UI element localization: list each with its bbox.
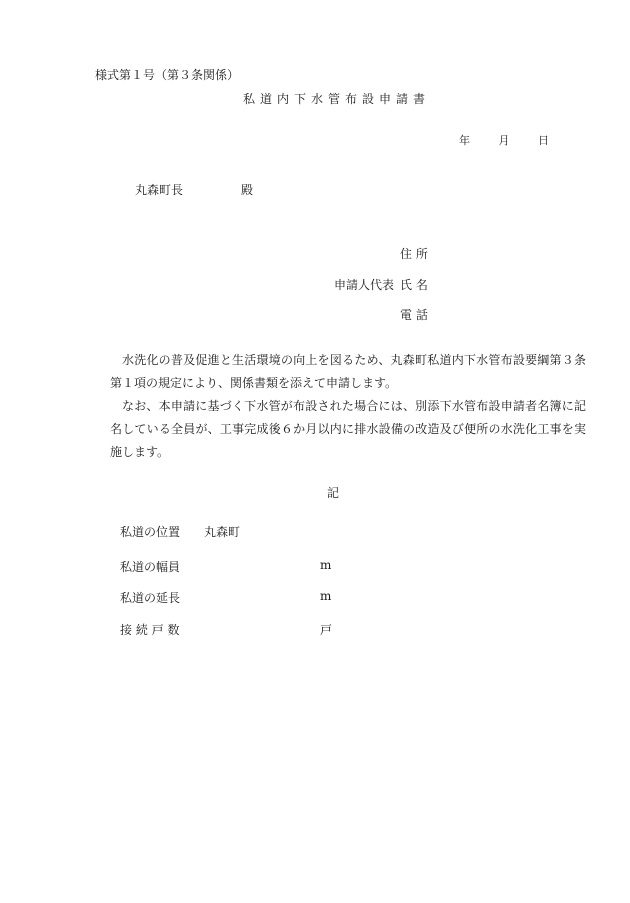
date-line [459,132,549,148]
detail-value-location: 丸森町 [204,525,241,539]
body-paragraph-1: 水洗化の普及促進と生活環境の向上を図るため、丸森町私道内下水管布設要綱第３条第１項の規定により、関係書類を添えて申請します。 [110,353,586,390]
address-label: 住 所 [400,247,428,261]
body-text [110,349,586,464]
detail-label-connections: 接 続 戸 数 [120,623,180,637]
representative-label: 申請人代表 [334,278,395,292]
recipient [135,181,253,198]
form-number: 様式第１号（第３条関係） [95,68,240,82]
name-label: 氏 名 [400,278,428,292]
ki-heading: 記 [327,486,340,500]
phone-label: 電 話 [400,308,428,322]
detail-unit-length: m [320,589,332,603]
recipient-honorific: 殿 [241,183,254,197]
detail-unit-connections: 戸 [320,623,333,637]
document-title: 私道内下水管布設申請書 [243,92,431,106]
detail-label-width: 私道の幅員 [120,560,181,574]
detail-label-length: 私道の延長 [120,591,181,605]
body-paragraph-2: なお、本申請に基づく下水管が布設された場合には、別添下水管布設申請者名簿に記名している全員が、工事完成後６か月以内に排水設備の改造及び便所の水洗化工事を実施します。 [110,399,586,459]
date-year-label: 年 [459,134,470,147]
date-day-label: 日 [538,134,549,147]
detail-label-location: 私道の位置 [120,525,181,539]
recipient-name: 丸森町長 [135,183,184,197]
detail-unit-width: m [320,558,332,572]
date-month-label: 月 [498,134,510,147]
